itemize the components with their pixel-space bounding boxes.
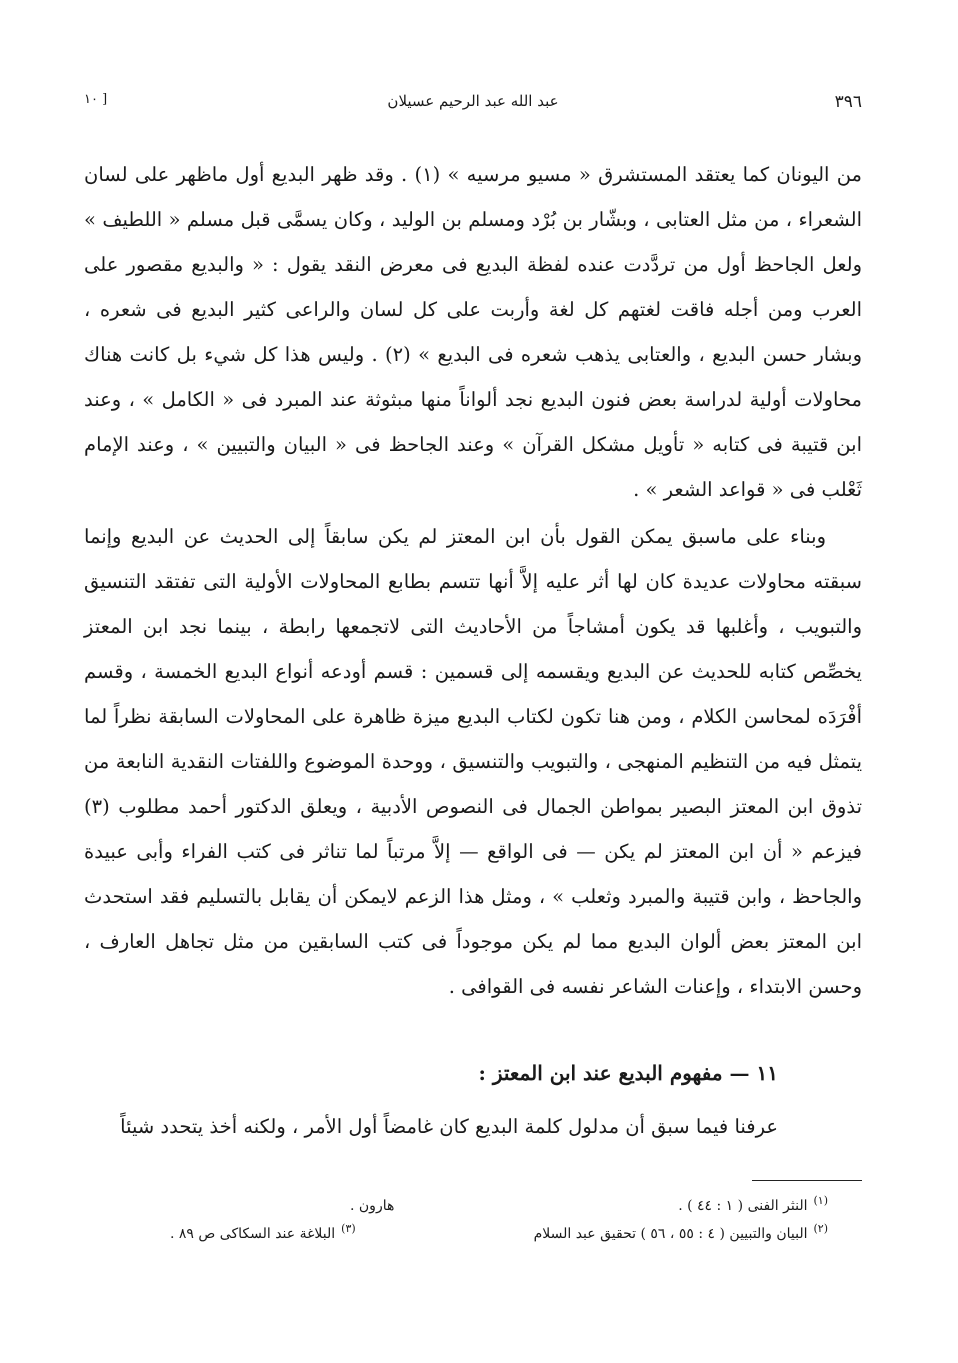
running-author: عبد الله عبد الرحيم عسيلان bbox=[387, 92, 559, 110]
footnote-2 bbox=[534, 1220, 828, 1249]
issue-mark: [ ١٠ bbox=[84, 92, 108, 107]
footnote-1 bbox=[678, 1192, 828, 1221]
footnote-divider bbox=[752, 1180, 862, 1181]
footnotes bbox=[150, 1192, 828, 1248]
paragraph-1: من اليونان كما يعتقد المستشرق « مسيو مرسيه » (١) . وقد ظهر البديع أول ماظهر على لسان الشعراء ، من مثل العتابى ، وبشّار بن بُرْد ومسلم بن الوليد ، وكان يسمَّى قبل مسلم « اللطيف » ولعل الجاحظ أول من تردَّدت عنده لفظة البديع فى معرض النقد يقول : « والبديع مقصور على العرب ومن أجله فاقت لغتهم كل لغة وأربت على كل لسان والراعى كثير البديع فى شعره ، وبشار حسن البديع ، والعتابى يذهب شعره فى البديع » (٢) . وليس هذا كل شيء بل كانت هناك محاولات أولية لدراسة بعض فنون البديع نجد ألواناً منها مبثوثة عند المبرد فى « الكامل » ، وعند ابن قتيبة فى كتابه « تأويل مشكل القرآن » وعند الجاحظ فى « البيان والتبيين » ، وعند الإمام ثَعْلب فى « قواعد الشعر » . bbox=[84, 163, 862, 501]
footnote-2-continuation: هارون . bbox=[350, 1198, 395, 1214]
paragraph-3: عرفنا فيما سبق أن مدلول كلمة البديع كان غامضاً أول الأمر ، ولكنه أخذ يتحدد شيئاً bbox=[120, 1115, 778, 1138]
paragraph-2: وبناء على ماسبق يمكن القول بأن ابن المعتز لم يكن سابقاً إلى الحديث عن البديع وإنما سبقته محاولات عديدة كان لها أثر عليه إلاَّ أنها تتسم بطابع المحاولات الأولية التى تفتقد التنسيق والتبويب ، وأغلبها قد يكون أمشاجاً من الأحاديث التى لاتجمعها رابطة ، بينما نجد ابن المعتز يخصِّص كتابه للحديث عن البديع ويقسمه إلى قسمين : قسم أودعه أنواع البديع الخمسة ، وقسم أفْرَدَه لمحاسن الكلام ، ومن هنا تكون لكتاب البديع ميزة ظاهرة على المحاولات السابقة نظراً لما يتمثل فيه من التنظيم المنهجى ، والتبويب والتنسيق ، ووحدة الموضوع واللفتات النقدية النابعة من تذوق ابن المعتز البصير بمواطن الجمال فى النصوص الأدبية ، ويعلق الدكتور أحمد مطلوب (٣) فيزعم « أن ابن المعتز لم يكن — فى الواقع — إلاَّ مرتباً لما تناثر فى كتب الفراء وأبى عبيدة والجاحظ ، وابن قتيبة والمبرد وثعلب » ، ومثل هذا الزعم لايمكن أن يقابل بالتسليم فقد استحدث ابن المعتز بعض ألوان البديع مما لم يكن موجوداً فى كتب السابقين من مثل تجاهل العارف ، وحسن الابتداء ، وإعنات الشاعر نفسه فى القوافى . bbox=[84, 525, 862, 998]
footnote-line-1 bbox=[150, 1192, 828, 1220]
footnote-3-text: البلاغة عند السكاكى ص ٨٩ . bbox=[170, 1226, 336, 1242]
page-number: ٣٩٦ bbox=[834, 92, 862, 112]
footnote-1-text: النثر الفنى ( ١ : ٤٤ ) . bbox=[678, 1198, 808, 1214]
footnote-line-2 bbox=[150, 1220, 828, 1248]
section-heading: ١١ — مفهوم البديع عند ابن المعتز : bbox=[478, 1061, 778, 1085]
running-header bbox=[84, 92, 862, 122]
footnote-3-number: (٣) bbox=[341, 1222, 356, 1235]
footnote-1-number: (١) bbox=[813, 1194, 828, 1207]
main-text bbox=[84, 152, 862, 1149]
footnote-2-text: البيان والتبيين ( ٤ : ٥٥ ، ٥٦ ) تحقيق عبد السلام bbox=[533, 1226, 808, 1242]
footnote-2-number: (٢) bbox=[813, 1222, 828, 1235]
footnote-3 bbox=[170, 1220, 356, 1249]
